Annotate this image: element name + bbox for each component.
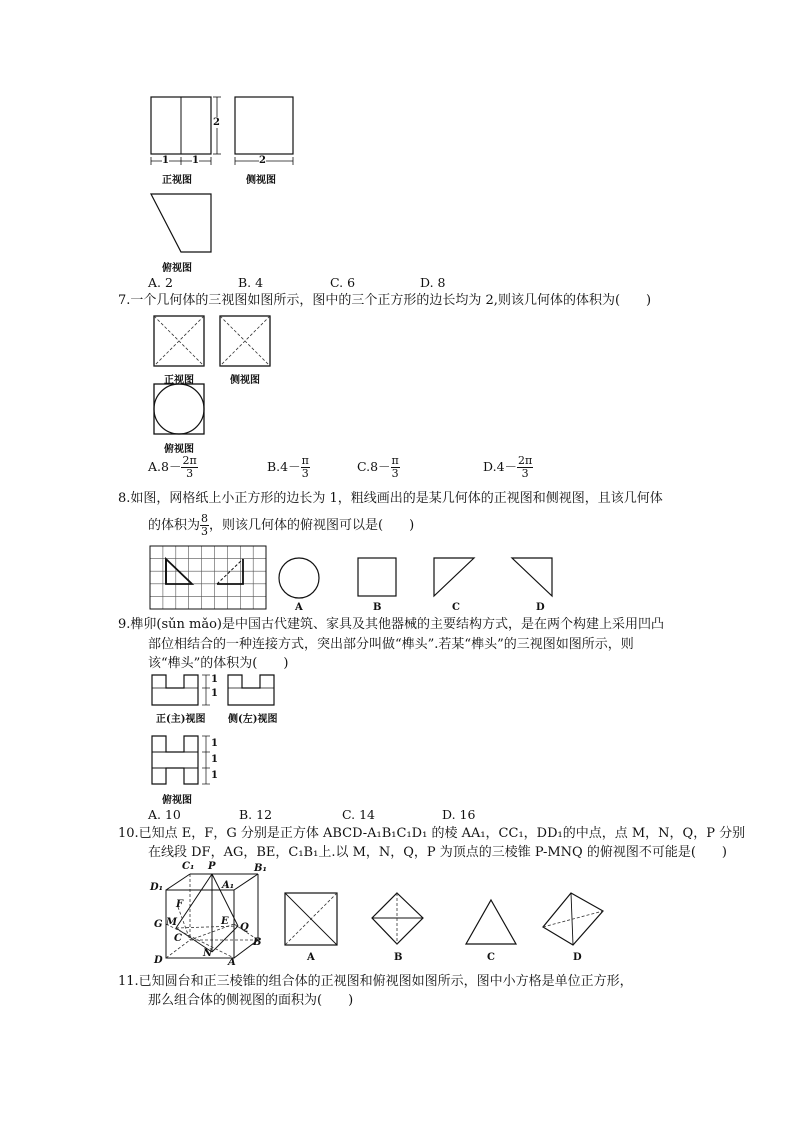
- q10-label-g: G: [154, 919, 163, 930]
- q7-option-b-den: 3: [301, 467, 309, 480]
- q10-label-f: F: [176, 899, 184, 910]
- q7-option-d-lead: 4－: [496, 459, 518, 474]
- q8-grid-views: [149, 545, 269, 611]
- q10-option-a-label: A: [307, 952, 315, 963]
- q8-volume-num: 8: [201, 512, 209, 525]
- q7-option-b-letter: B.: [267, 459, 281, 474]
- q9-line3: 该“榫头”的体积为( ): [148, 656, 289, 671]
- q7-option-d-num: 2π: [518, 454, 533, 467]
- q7-option-b-lead: 4－: [280, 459, 301, 474]
- q8-line2-pre: 的体积为: [148, 518, 201, 533]
- q10-label-n: N: [203, 948, 213, 959]
- q7-option-c-fraction: [391, 455, 400, 480]
- q10-label-a: A: [228, 957, 236, 968]
- q9-top-label: 俯视图: [162, 795, 192, 806]
- q7-option-a[interactable]: [148, 455, 198, 480]
- q6-dim-right: 1: [192, 155, 199, 166]
- q7-option-d-letter: D.: [483, 459, 497, 474]
- q7-option-a-lead: 8－: [161, 459, 182, 474]
- q7-front-label: 正视图: [164, 375, 194, 386]
- q6-top-view: [148, 192, 218, 257]
- q8-option-b-shape[interactable]: [357, 557, 399, 599]
- q7-option-a-den: 3: [186, 467, 194, 480]
- q6-option-b[interactable]: B. 4: [238, 275, 264, 290]
- q10-label-c1: C₁: [182, 861, 195, 872]
- q9-front-view: [150, 673, 220, 709]
- q6-dim-left: 1: [162, 155, 169, 166]
- q6-dim-side: 2: [259, 155, 266, 166]
- q9-side-label: 侧(左)视图: [228, 714, 278, 725]
- q10-label-e: E: [221, 916, 229, 927]
- q7-side-view: [218, 314, 274, 370]
- q10-option-a-shape[interactable]: [283, 891, 339, 947]
- q9-option-c[interactable]: C. 14: [342, 807, 375, 822]
- q10-label-b: B: [253, 937, 262, 948]
- q7-option-a-num: 2π: [182, 454, 197, 467]
- q7-front-view: [152, 314, 208, 370]
- q6-dim-height: 2: [213, 117, 220, 128]
- q7-top-view: [152, 382, 208, 438]
- q10-option-b-shape[interactable]: [370, 891, 426, 947]
- q9-option-d[interactable]: D. 16: [442, 807, 476, 822]
- q10-label-d: D: [154, 955, 163, 966]
- q7-option-a-fraction: [181, 455, 197, 480]
- q10-label-m: M: [166, 917, 178, 928]
- q7-option-a-letter: A.: [148, 459, 162, 474]
- q8-option-c-shape[interactable]: [433, 557, 477, 599]
- q7-option-c[interactable]: [357, 455, 400, 480]
- q9-top-dim-2: 1: [211, 754, 218, 765]
- q8-volume-fraction: [200, 513, 209, 538]
- q6-option-a[interactable]: A. 2: [148, 275, 173, 290]
- q10-option-d-label: D: [573, 952, 582, 963]
- q6-side-label: 侧视图: [246, 175, 276, 186]
- q9-option-a[interactable]: A. 10: [148, 807, 181, 822]
- q7-option-d-fraction: [517, 455, 533, 480]
- q7-option-c-lead: 8－: [370, 459, 391, 474]
- q8-line1: 8.如图，网格纸上小正方形的边长为 1，粗线画出的是某几何体的正视图和侧视图，且该几何体: [118, 491, 663, 506]
- q6-option-d[interactable]: D. 8: [420, 275, 446, 290]
- q6-front-label: 正视图: [162, 175, 192, 186]
- q8-option-c-label: C: [452, 602, 460, 613]
- q7-option-d[interactable]: [483, 455, 533, 480]
- q7-text: 7.一个几何体的三视图如图所示，图中的三个正方形的边长均为 2,则该几何体的体积为( ): [118, 293, 652, 308]
- q10-label-p: P: [208, 861, 216, 872]
- q8-option-d-shape[interactable]: [511, 557, 555, 599]
- q8-option-b-label: B: [373, 602, 382, 613]
- q8-option-d-label: D: [536, 602, 545, 613]
- q9-front-dim-1: 1: [211, 674, 218, 685]
- q8-option-a-label: A: [295, 602, 303, 613]
- q8-line2: [148, 513, 414, 538]
- q10-option-b-label: B: [394, 952, 403, 963]
- q7-option-b-fraction: [301, 455, 310, 480]
- q7-option-c-den: 3: [391, 467, 399, 480]
- q10-option-d-shape[interactable]: [541, 891, 607, 947]
- q7-option-c-letter: C.: [357, 459, 371, 474]
- q6-front-view: [148, 95, 223, 170]
- q9-line1: 9.榫卯(sǔn mǎo)是中国古代建筑、家具及其他器械的主要结构方式，是在两个构建上采用凹凸: [118, 617, 665, 632]
- q7-side-label: 侧视图: [230, 375, 260, 386]
- q8-line2-post: ，则该几何体的俯视图可以是( ): [209, 518, 415, 533]
- q11-line2: 那么组合体的侧视图的面积为( ): [148, 993, 354, 1008]
- q6-option-c[interactable]: C. 6: [330, 275, 356, 290]
- q7-option-b-num: π: [301, 454, 309, 467]
- q7-option-b[interactable]: [267, 455, 310, 480]
- q7-option-d-den: 3: [521, 467, 529, 480]
- q10-line2: 在线段 DF，AG，BE，C₁B₁上.以 M，N，Q，P 为顶点的三棱锥 P-MNQ 的俯视图不可能是( ): [148, 845, 727, 860]
- q10-label-c: C: [174, 933, 182, 944]
- q8-option-a-shape[interactable]: [278, 557, 322, 601]
- q10-label-q: Q: [240, 922, 249, 933]
- q7-top-label: 俯视图: [164, 444, 194, 455]
- q10-line1: 10.已知点 E，F，G 分别是正方体 ABCD-A₁B₁C₁D₁ 的棱 AA₁，CC₁，DD₁的中点，点 M，N，Q，P 分别: [118, 826, 746, 841]
- q9-front-label: 正(主)视图: [156, 714, 206, 725]
- q10-option-c-label: C: [487, 952, 495, 963]
- q9-top-dim-3: 1: [211, 770, 218, 781]
- q9-front-dim-2: 1: [211, 688, 218, 699]
- q8-volume-den: 3: [201, 525, 209, 538]
- q7-option-c-num: π: [391, 454, 399, 467]
- q9-line2: 部位相结合的一种连接方式，突出部分叫做“榫头”.若某“榫头”的三视图如图所示，则: [148, 637, 634, 652]
- q10-label-d1: D₁: [150, 882, 164, 893]
- q9-top-view: [150, 734, 220, 790]
- q10-label-b1: B₁: [254, 863, 267, 874]
- q9-option-b[interactable]: B. 12: [239, 807, 273, 822]
- q10-option-c-shape[interactable]: [464, 898, 520, 948]
- q9-side-view: [226, 673, 282, 709]
- q11-line1: 11.已知圆台和正三棱锥的组合体的正视图和俯视图如图所示，图中小方格是单位正方形，: [118, 974, 633, 989]
- q10-label-a1: A₁: [222, 880, 235, 891]
- q6-top-label: 俯视图: [162, 263, 192, 274]
- q9-top-dim-1: 1: [211, 738, 218, 749]
